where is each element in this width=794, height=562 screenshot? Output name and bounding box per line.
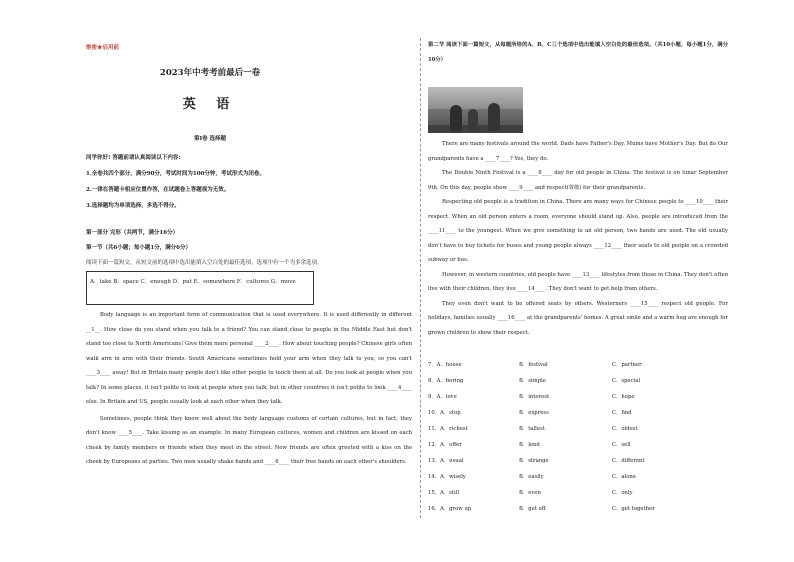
exam-title: 2023年中考考前最后一卷 [159,68,261,78]
passage-paragraph: Respecting old people is a tradition in China. There are many ways for Chinese people to ____10____ their respect. When an old person enters a room, everyone should stand up. Also, people are introduced from the ____11____ to the youngest. When we give something to an old person, two hands are used. The old usually don't have to buy tickets for buses and young people always ____12____ their seats to old people on a crowded subway or bus. [428,199,728,263]
option-c: C．different [612,458,645,464]
option-a: 13．A．usual [428,458,464,464]
option-a: 11．A．richest [428,426,468,432]
festival-photo [428,87,523,133]
passage-paragraph: Body language is an important form of communication that is used everywhere. It is used differently in different __1__. How close do you stand when you talk to a friend? You can stand close to people in the Middle East but don't stand too close to North Americans! Give them more personal ____2____. How about touching people? Chinese girls often walk arm in arm with their friends. South Americans sometimes hold your arm when they talk to you, so you can't ____3____ away! But in Britain many people don't like other people to touch them at all. Do you look at people when you talk? In some places, it isn't polite to look at people when you talk, but in other countries it isn't polite to look ____4____ else. In Britain and US, people usually look at each other when they talk. [86,312,412,405]
passage-paragraph: They even don't want to be offered seats by others. Westerners ____15____ respect old people. For holidays, families usually ____16____ at the grandparents' homes. A great smile and a warm hug are enough for grown children to show their respect. [428,300,728,336]
option-b: B．easily [519,474,544,480]
option-b: B．get off [519,506,546,512]
cloze-passage-2 [428,137,728,340]
section1-subheading: 第一节（共6小题；每小题1分，满分6分） [86,245,191,251]
notice-item: 3.选择题均为单项选择，多选不得分。 [86,203,180,209]
option-b: B．strange [519,458,549,464]
word-option-box [86,271,314,305]
option-a: 8．A．boring [428,378,464,384]
passage-paragraph: Sometimes, people think they know well about the body language customs of certain cultures, but in fact, they don't know ____5____. Take kissing as an example. In many European cultures, women and children are kissed on each cheek by family members or friends when they meet in the street. New friends are often greeted with a kiss on the cheek by Europeans at parties. Two men usually shake hands and ____6____ their free hands on each other's shoulders. [86,415,412,465]
subject-title: 英 语 [182,97,238,112]
option-b: B．festival [519,362,548,368]
section1-instruction: 阅读下面一篇短文，从短文前的选项中选出能填入空白处的最佳选项。选项中有一个为多余选项。 [86,260,323,266]
passage-paragraph: There are many festivals around the world. Dads have Father's Day. Mums have Mother's Day. But do Our grandparents have a ____7____? Yes, they do. [428,141,728,162]
notice-item: 1.全卷共四个部分，满分90分，考试时间为100分钟，考试形式为闭卷。 [86,171,265,177]
option-c: C．special [612,378,641,384]
option-b: B．lend [519,442,540,448]
section1-heading: 第一部分 完形（共两节，满分16分） [86,230,179,236]
part-title: 第I卷 选择题 [194,136,226,142]
option-b: B．even [519,490,541,496]
cloze-passage-1 [86,308,412,470]
secret-mark: 绝密★启用前 [86,45,120,51]
option-b: B．express [519,410,549,416]
option-a: 16．A．grow up [428,506,472,512]
option-c: C．get together [612,506,655,512]
option-c: C．alone [612,474,636,480]
option-a: 14．A．wisely [428,474,466,480]
section2-heading: 第二节 阅读下面一篇短文，从每题所给的A、B、C三个选项中选出能填入空白处的最佳选项。（共10小题，每小题1分，满分10分） [428,42,728,63]
passage-paragraph: The Double Ninth Festival is a ____8____ day for old people in China. The festival is on lunar September 9th. On this day, people show ____9____ and respect(尊敬) for their grandparents. [428,170,728,191]
option-a: 12．A．offer [428,442,462,448]
option-a: 9．A．love [428,394,457,400]
option-b: B．simple [519,378,546,384]
option-c: C．sell [612,442,631,448]
option-b: B．tallest [519,426,545,432]
option-c: C．find [612,410,632,416]
option-b: B．interest [519,394,550,400]
option-a: 10．A．stop [428,410,461,416]
column-divider [420,38,421,518]
notice-heading: 同学你好! 答题前请认真阅读以下内容: [86,155,181,161]
word-options: A．take B．space C．enough D．put E．somewhere F．cultures G．move [90,279,296,285]
option-a: 7．A．house [428,362,462,368]
passage-paragraph: However, in western countries, old people have ____13____ lifestyles from those in China. They don't often live with their children, they live ____14____. They don't want to get help from others. [428,271,728,292]
notice-item: 2.一律在答题卡相应位置作答，在试题卷上答题视为无效。 [86,187,230,193]
option-c: C．oldest [612,426,638,432]
option-c: C．hope [612,394,635,400]
option-c: C．only [612,490,633,496]
option-c: C．partner [612,362,642,368]
option-a: 15．A．still [428,490,460,496]
